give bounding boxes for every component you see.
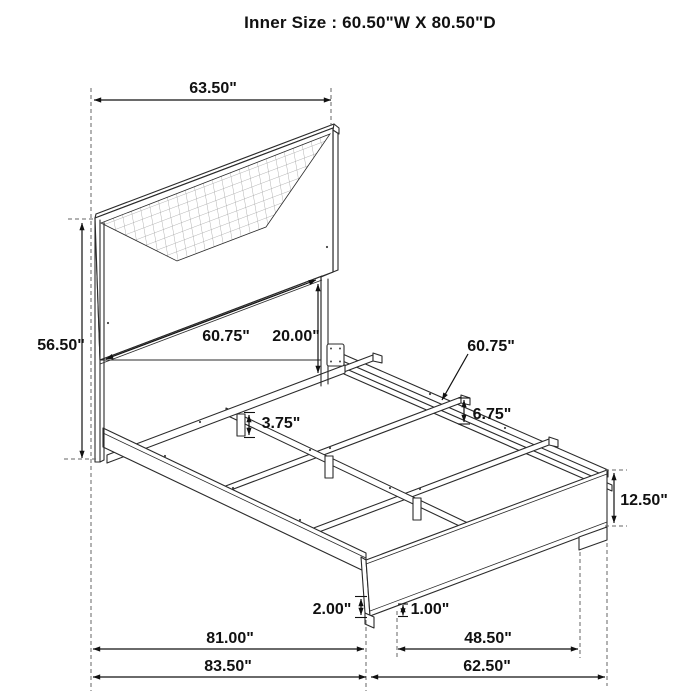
diagram-title: Inner Size : 60.50"W X 80.50"D [244,13,496,32]
dim-slat-length [442,338,515,400]
screw-dot [326,246,328,248]
rail-bracket-plate [327,344,344,366]
dim-label-headboard-width: 63.50" [189,80,237,97]
screw-dot [419,488,421,490]
screw-dot [164,455,166,457]
dim-inner-length [93,630,364,649]
dim-label-footboard-section-length: 62.50" [463,658,511,675]
center-leg-1 [237,414,245,436]
headboard-right-leg [321,277,328,386]
dim-label-foot-section-length: 48.50" [464,630,512,647]
screw-dot [232,487,234,489]
screw-dot [309,449,311,451]
screw-dot [329,447,331,449]
screw-dot [504,427,506,429]
dim-label-footboard-height: 12.50" [620,492,668,509]
center-leg-2 [325,456,333,478]
dim-footboard-foot-height [313,597,367,619]
headboard-group [90,120,345,462]
dim-footboard-clearance [398,601,449,618]
dim-label-slat-length: 60.75" [467,338,515,355]
dim-label-headboard-panel-width: 60.75" [202,328,250,345]
dim-label-footboard-clearance: 1.00" [410,601,450,618]
dim-label-footboard-foot-height: 2.00" [312,601,352,618]
slat-2 [223,395,470,493]
screw-dot [389,487,391,489]
screw-dot [199,421,201,423]
dim-label-inner-length: 81.00" [206,630,254,647]
dim-label-headboard-height: 56.50" [37,337,85,354]
dim-label-slat-to-rail-height: 6.75" [472,406,512,423]
dim-headboard-height [37,223,85,458]
screw-dot [107,322,109,324]
dim-footboard-height [614,473,668,523]
dim-footboard-section-length [371,658,605,677]
center-leg-3 [413,498,421,520]
dim-label-headboard-to-rail-gap: 20.00" [272,328,320,345]
dim-label-outer-length: 83.50" [204,658,252,675]
dim-label-center-leg-height: 3.75" [261,415,301,432]
dim-foot-section-length [398,630,578,649]
dim-outer-length [93,658,366,677]
dim-headboard-width [94,80,331,100]
screw-dot [429,393,431,395]
screw-dot [299,519,301,521]
